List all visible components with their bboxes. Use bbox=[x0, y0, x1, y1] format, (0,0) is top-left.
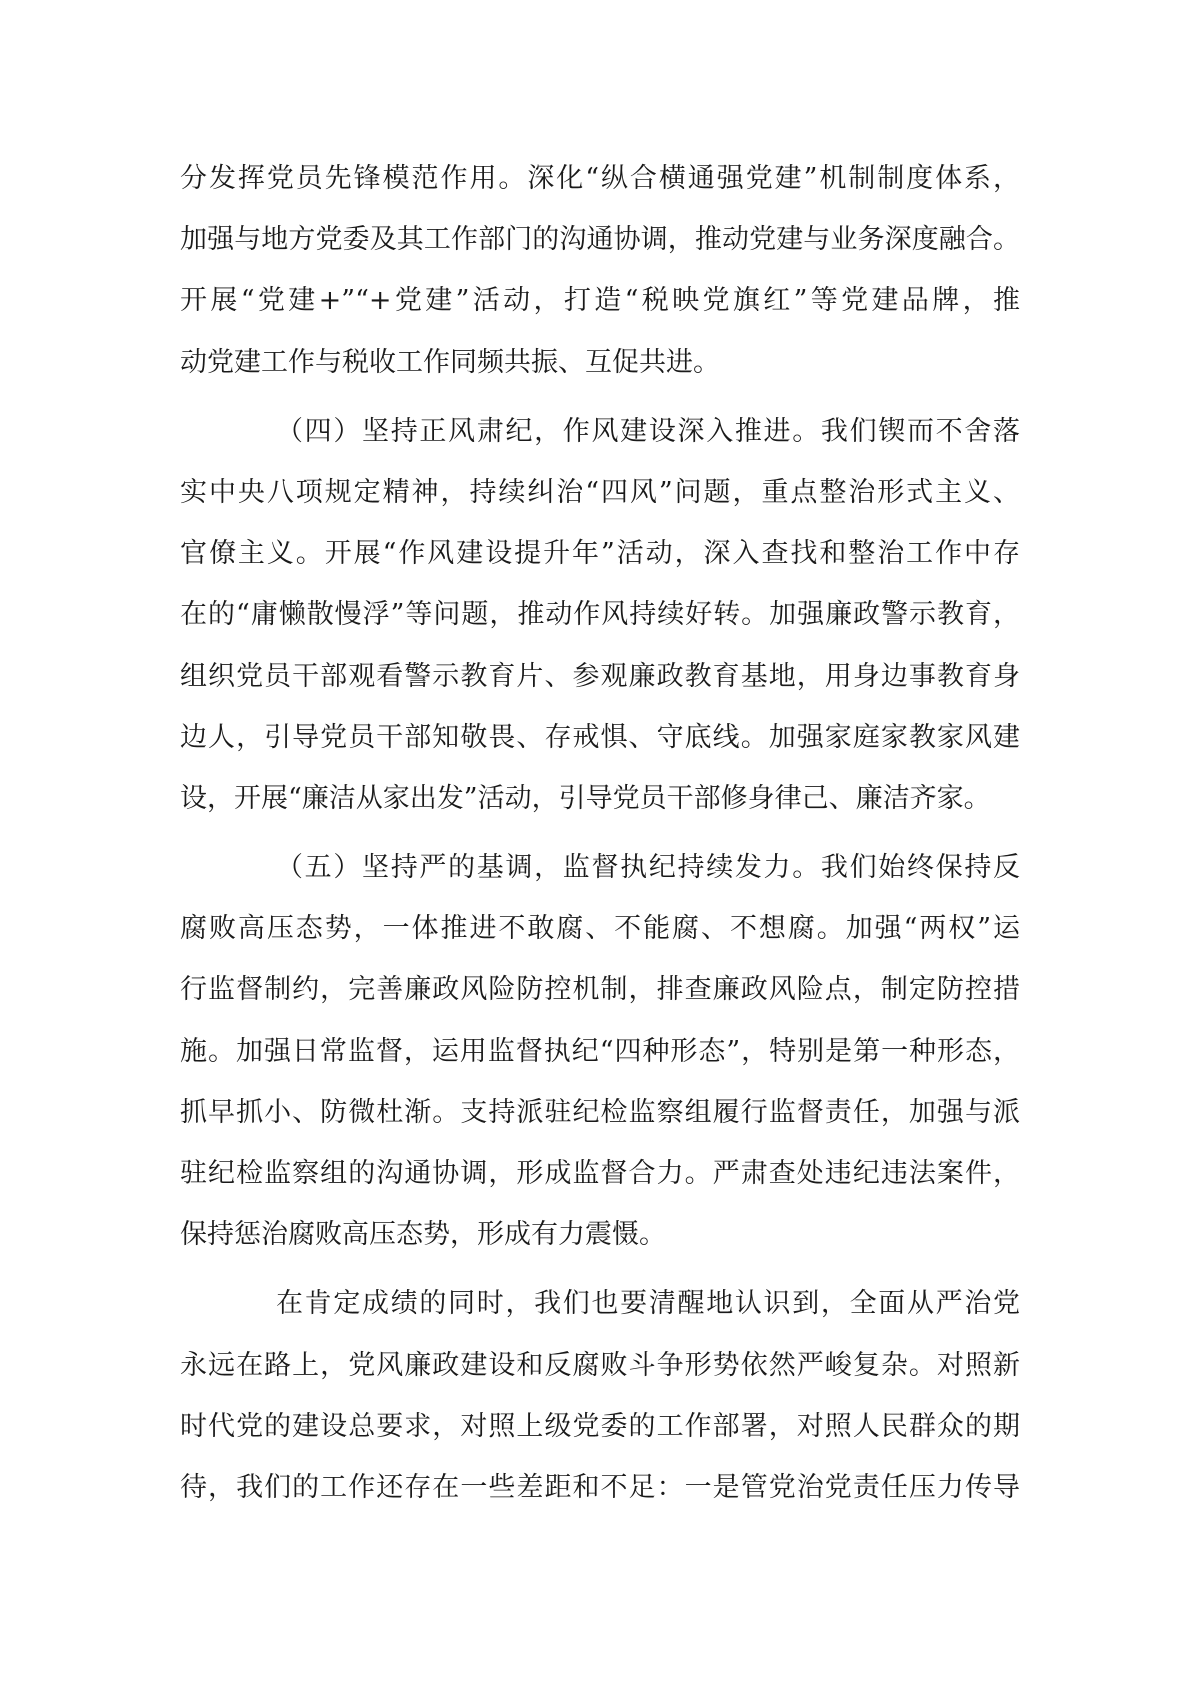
text-line: 开展“党建+”“+党建”活动，打造“税映党旗红”等党建品牌，推 bbox=[180, 285, 1020, 317]
text-line: 抓早抓小、防微杜渐。支持派驻纪检监察组履行监督责任，加强与派 bbox=[180, 1096, 1020, 1128]
paragraph bbox=[180, 837, 1020, 1265]
text-line: 在肯定成绩的同时，我们也要清醒地认识到，全面从严治党 bbox=[276, 1288, 1020, 1320]
text-line: （四）坚持正风肃纪，作风建设深入推进。我们锲而不舍落 bbox=[276, 415, 1020, 447]
text-line: 加强与地方党委及其工作部门的沟通协调，推动党建与业务深度融合。 bbox=[180, 224, 1020, 256]
text-line: 待，我们的工作还存在一些差距和不足：一是管党治党责任压力传导 bbox=[180, 1471, 1020, 1503]
paragraph bbox=[180, 401, 1020, 829]
text-line: 分发挥党员先锋模范作用。深化“纵合横通强党建”机制制度体系， bbox=[180, 163, 1020, 194]
paragraph-spacer bbox=[180, 393, 1020, 401]
text-line: 组织党员干部观看警示教育片、参观廉政教育基地，用身边事教育身 bbox=[180, 660, 1020, 692]
paragraph-spacer bbox=[180, 829, 1020, 837]
text-line: 在的“庸懒散慢浮”等问题，推动作风持续好转。加强廉政警示教育， bbox=[180, 599, 1020, 631]
text-line: 边人，引导党员干部知敬畏、存戒惧、守底线。加强家庭家教家风建 bbox=[180, 721, 1020, 753]
text-line: 设，开展“廉洁从家出发”活动，引导党员干部修身律己、廉洁齐家。 bbox=[180, 782, 991, 814]
paragraph bbox=[180, 148, 1020, 393]
text-line: 保持惩治腐败高压态势，形成有力震慑。 bbox=[180, 1219, 666, 1251]
text-line: 实中央八项规定精神，持续纠治“四风”问题，重点整治形式主义、 bbox=[180, 476, 1020, 508]
text-line: （五）坚持严的基调，监督执纪持续发力。我们始终保持反 bbox=[276, 852, 1020, 884]
text-line: 动党建工作与税收工作同频共振、互促共进。 bbox=[180, 346, 720, 378]
text-line: 行监督制约，完善廉政风险防控机制，排查廉政风险点，制定防控措 bbox=[180, 974, 1020, 1006]
document-body bbox=[180, 148, 1020, 1518]
text-line: 腐败高压态势，一体推进不敢腐、不能腐、不想腐。加强“两权”运 bbox=[180, 913, 1020, 945]
paragraph bbox=[180, 1273, 1020, 1518]
text-line: 施。加强日常监督，运用监督执纪“四种形态”，特别是第一种形态， bbox=[180, 1035, 1020, 1067]
text-line: 官僚主义。开展“作风建设提升年”活动，深入查找和整治工作中存 bbox=[180, 538, 1020, 570]
paragraph-spacer bbox=[180, 1265, 1020, 1273]
text-line: 时代党的建设总要求，对照上级党委的工作部署，对照人民群众的期 bbox=[180, 1410, 1020, 1442]
text-line: 永远在路上，党风廉政建设和反腐败斗争形势依然严峻复杂。对照新 bbox=[180, 1349, 1020, 1381]
text-line: 驻纪检监察组的沟通协调，形成监督合力。严肃查处违纪违法案件， bbox=[180, 1158, 1020, 1189]
